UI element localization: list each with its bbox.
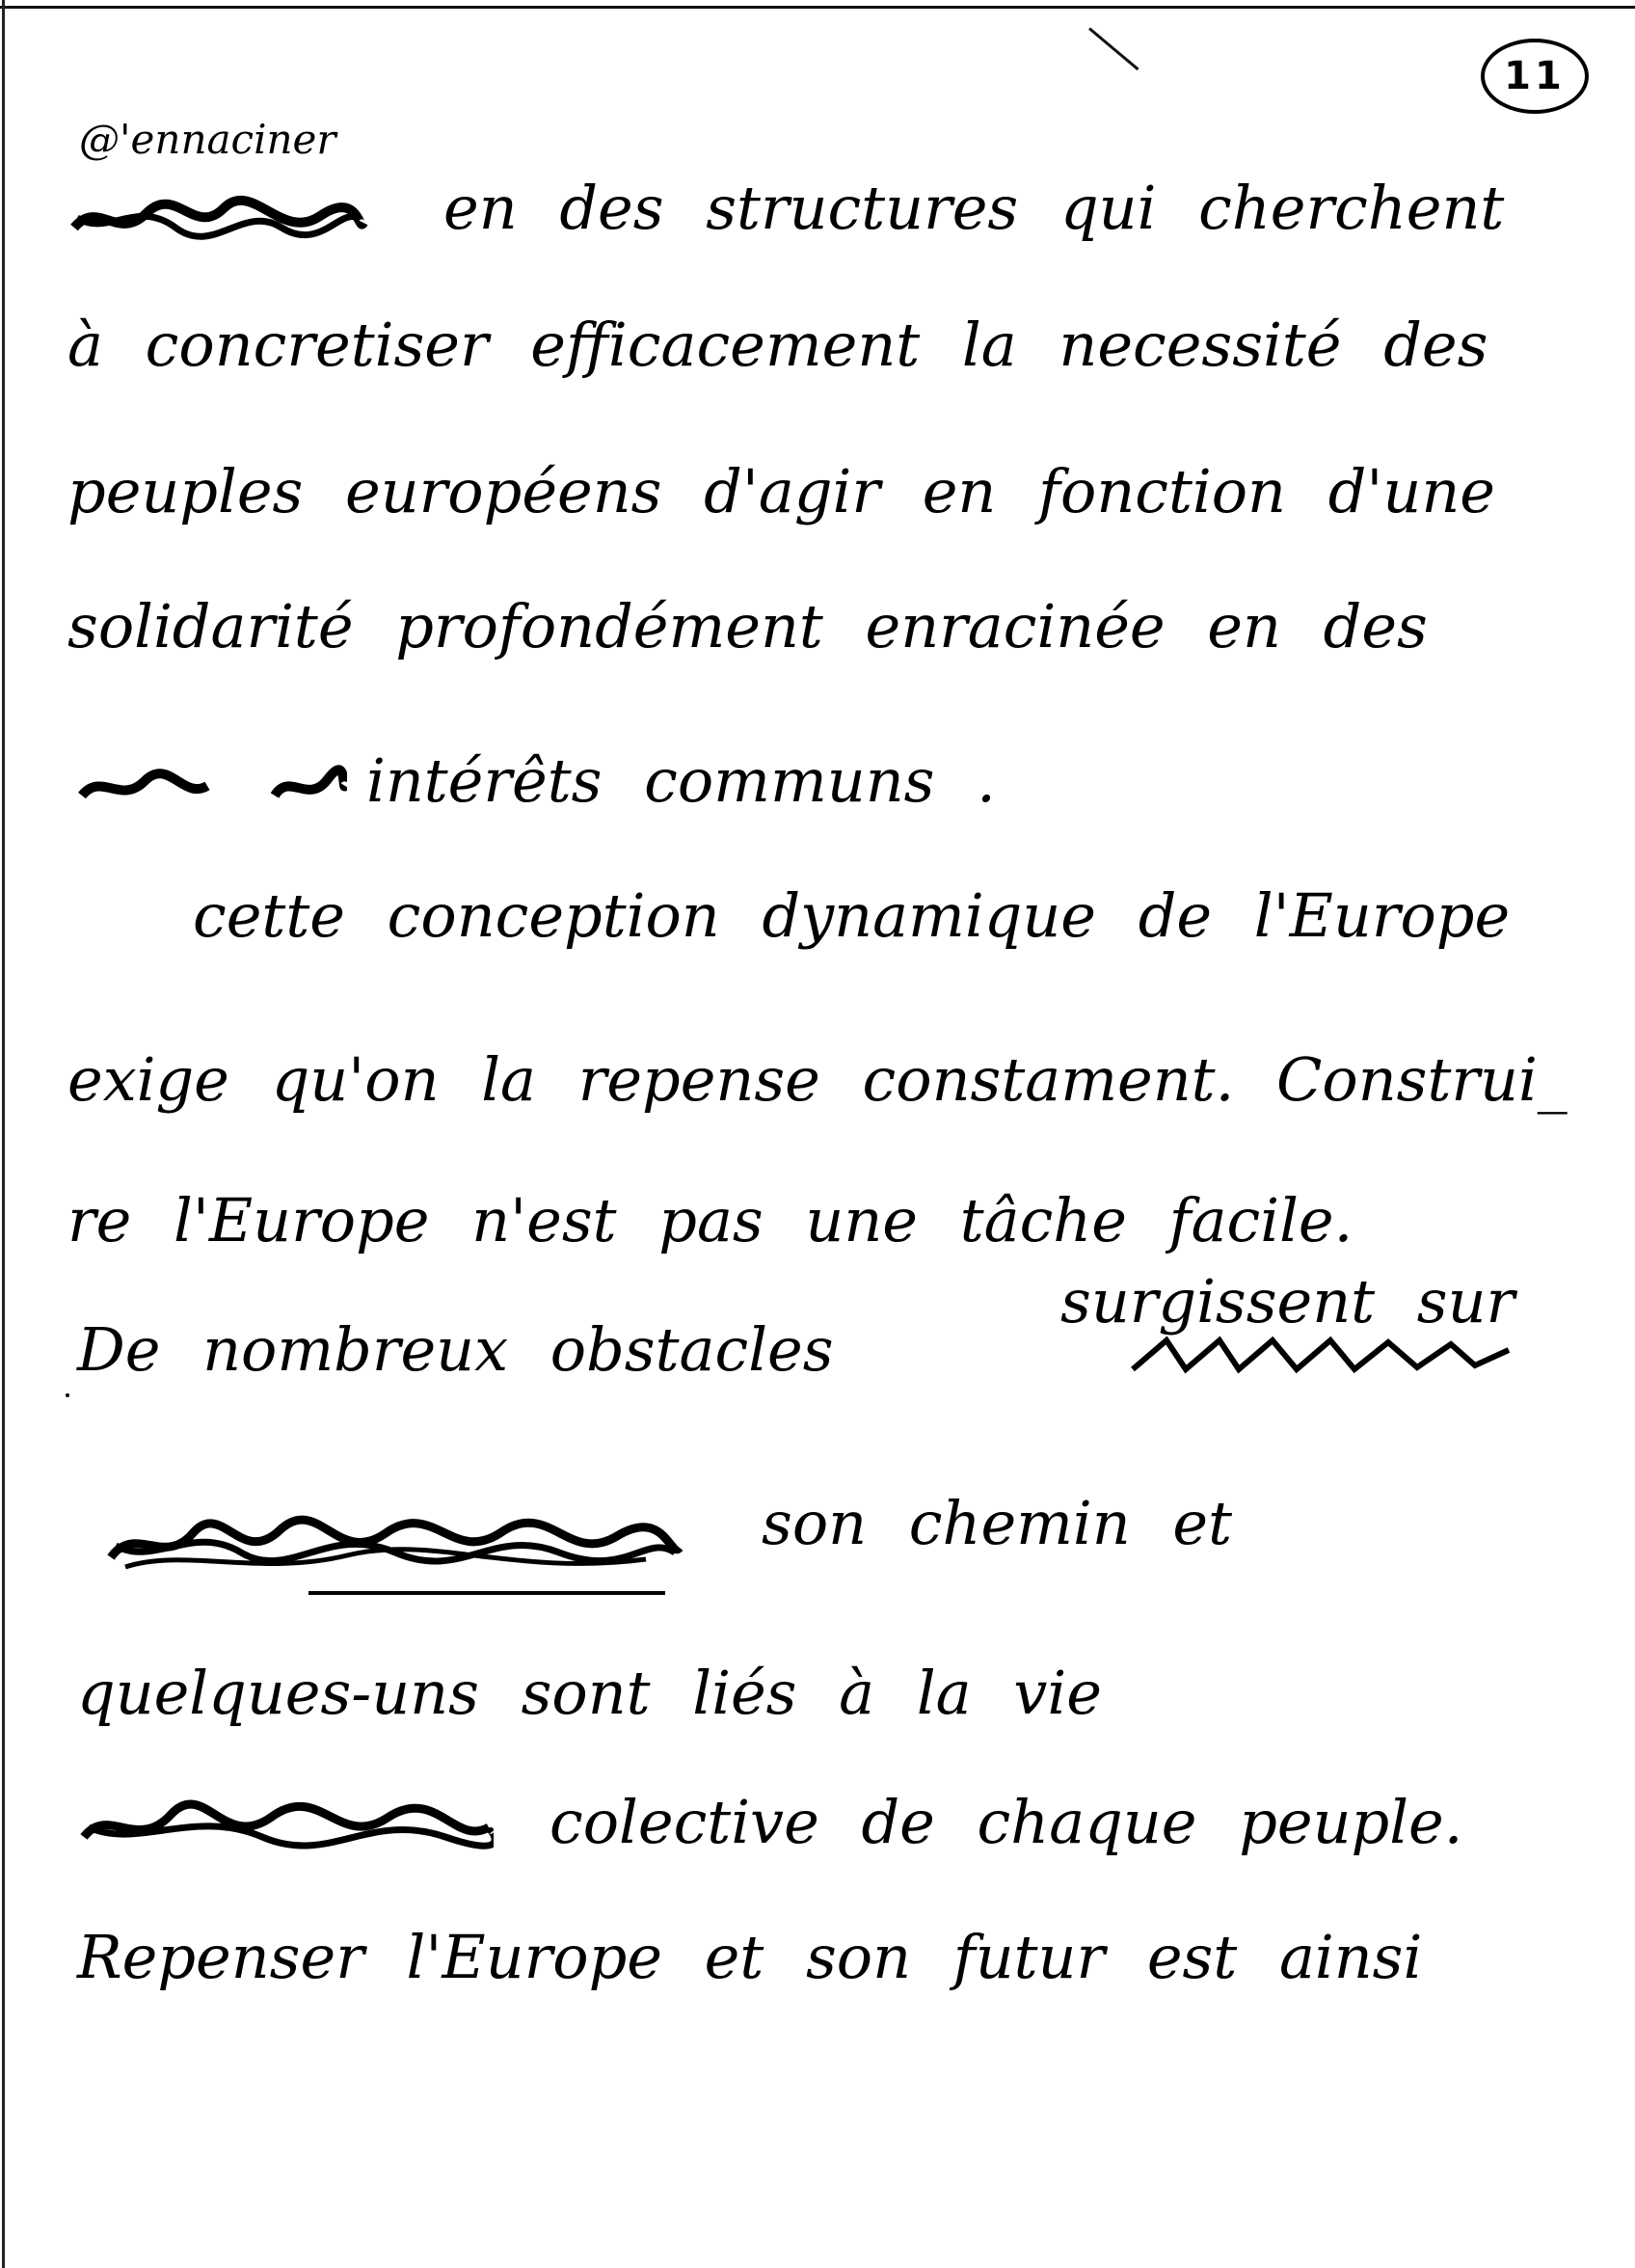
text-line-6: cette conception dynamique de l'Europe: [193, 880, 1511, 951]
text-line-9a: De nombreux obstacles: [77, 1314, 834, 1385]
crossed-out-word: [270, 762, 347, 810]
text-line-2: à concretiser efficacement la necessité des: [67, 310, 1488, 380]
insertion-note: @'ennaciner: [79, 116, 336, 163]
text-line-3: peuples européens d'agir en fonction d'une: [67, 456, 1495, 526]
crossed-out-word: [79, 1794, 494, 1861]
text-line-12: colective de chaque peuple.: [549, 1787, 1463, 1857]
ink-speck: [66, 1393, 69, 1397]
underline-stroke: [308, 1591, 665, 1595]
crossed-out-word: [77, 762, 212, 810]
text-line-10: son chemin et: [762, 1488, 1232, 1558]
text-line-9b: surgissent sur: [1060, 1266, 1515, 1336]
crossed-out-word: [1128, 1331, 1514, 1379]
corner-pen-stroke: [1088, 27, 1139, 70]
page-left-edge: [2, 0, 5, 2268]
text-line-7: exige qu'on la repense constament. Construi_: [67, 1044, 1568, 1115]
page-number-circled: 11: [1481, 39, 1589, 114]
text-line-11: quelques-uns sont liés à la vie: [77, 1658, 1102, 1728]
text-line-5: intérêts communs .: [366, 745, 996, 816]
text-line-8: re l'Europe n'est pas une tâche facile.: [67, 1185, 1354, 1256]
text-line-13: Repenser l'Europe et son futur est ainsi: [77, 1922, 1423, 1992]
text-line-1: en des structures qui cherchent: [443, 173, 1505, 243]
page-top-edge: [0, 6, 1635, 9]
crossed-out-word: [69, 189, 368, 247]
text-line-4: solidarité profondément enracinée en des: [67, 591, 1428, 662]
crossed-out-phrase: [106, 1509, 684, 1586]
